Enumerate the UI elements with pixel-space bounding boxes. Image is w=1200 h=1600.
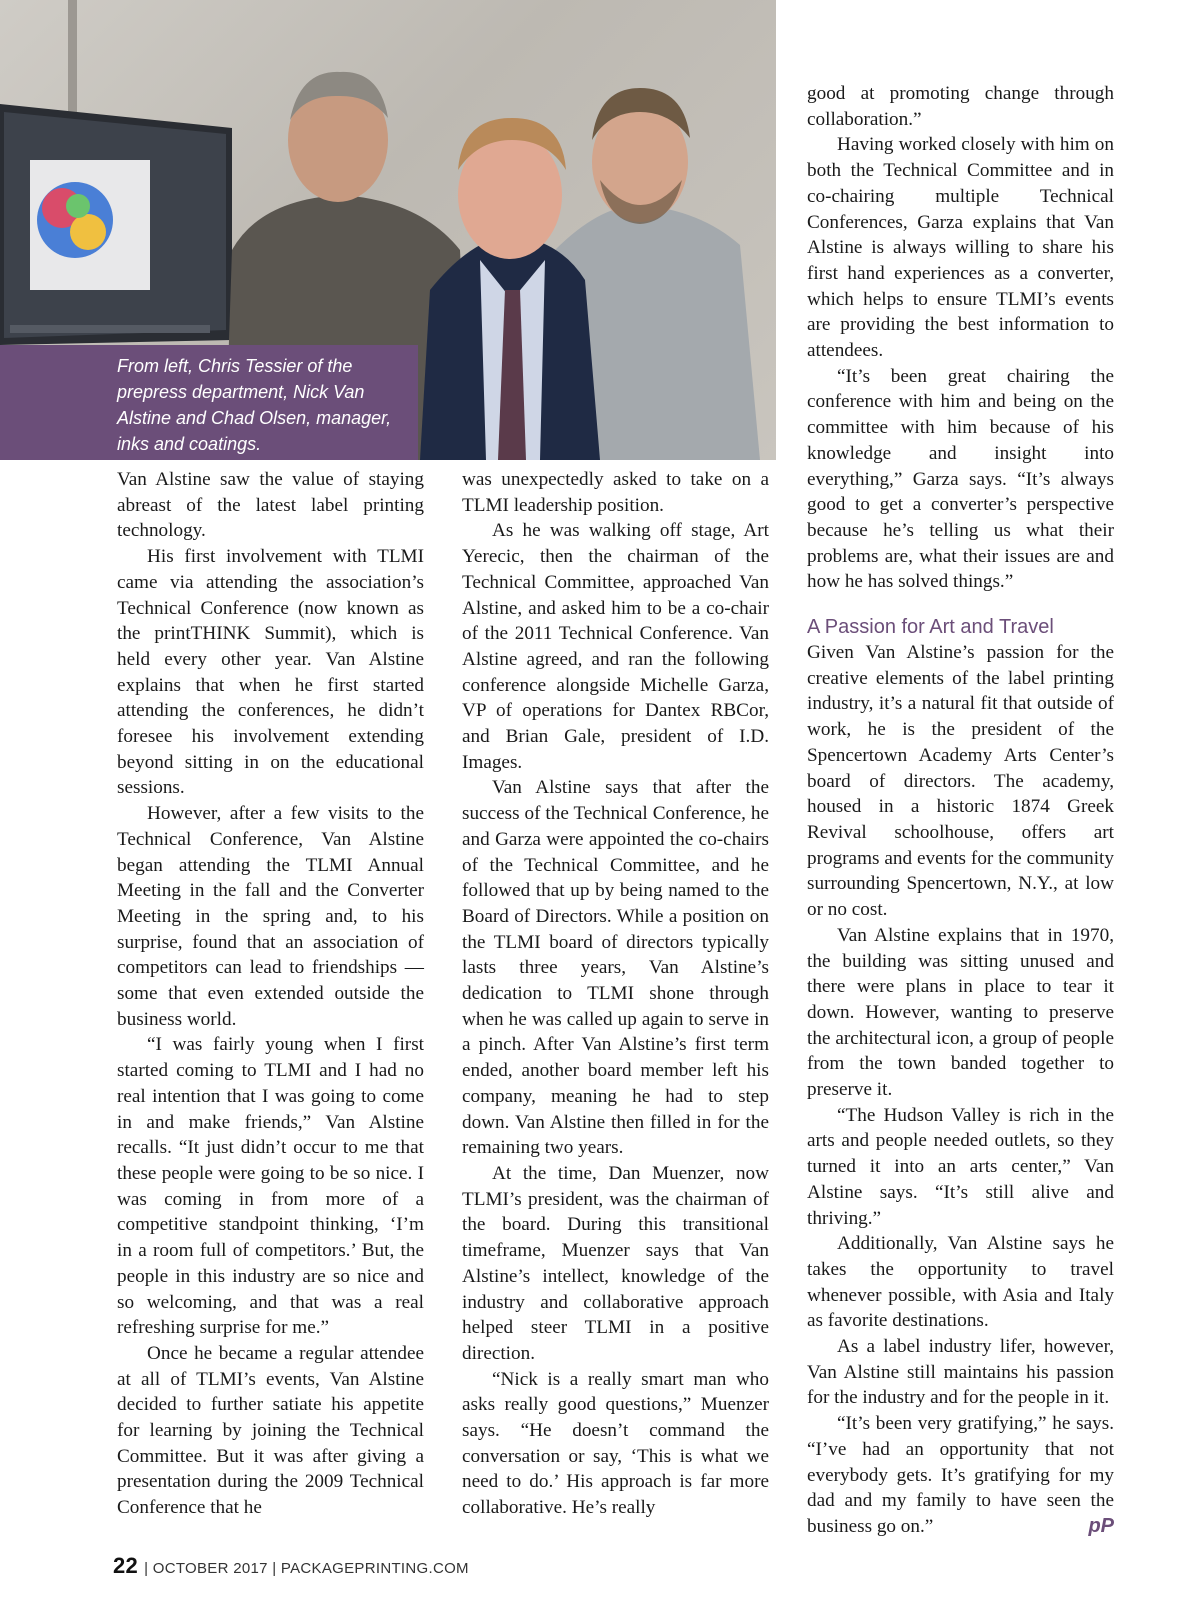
paragraph: was unexpectedly asked to take on a TLMI leadership position. [462,469,769,516]
paragraph: Additionally, Van Alstine says he takes the opportunity to travel whenever possible, with Asia and Italy as favorite destinations. [807,1233,1114,1332]
page-number: 22 [113,1553,139,1578]
article-column-1 [117,467,424,1521]
paragraph: Van Alstine saw the value of staying abreast of the latest label printing technology. [117,469,424,542]
paragraph: Given Van Alstine’s passion for the creative elements of the label printing industry, it’s a natural fit that outside of work, he is the president of the Spencertown Academy Arts Center’s board of directors. The academy, housed in a historic 1874 Greek Revival schoolhouse, offers art programs and events for the community surrounding Spencertown, N.Y., at low or no cost. [807,642,1114,921]
paragraph: Having worked closely with him on both the Technical Committee and in co-chairing multiple Technical Conferences, Garza explains that Van Alstine is always willing to share his first hand experiences as a converter, which helps to ensure TLMI’s events are providing the best information to attendees. [807,134,1114,362]
end-mark-logo: pP [1088,1514,1114,1537]
paragraph: As he was walking off stage, Art Yerecic, then the chairman of the Technical Committee, approached Van Alstine, and asked him to be a co-chair of the 2011 Technical Conference. Van Alstine agreed, and ran the following conference alongside Michelle Garza, VP of operations for Dantex RBCor, and Brian Gale, president of I.D. Images. [462,520,769,773]
paragraph: “Nick is a really smart man who asks really good questions,” Muenzer says. “He doesn’t command the conversation or say, ‘This is what we need to do.’ His approach is far more collaborative. He’s really [462,1368,769,1519]
paragraph: “It’s been great chairing the conference with him and being on the committee with him because of his knowledge and insight into everything,” Garza says. “It’s always good to get a converter’s perspective because he’s telling us what their problems are, what their issues are and how he has solved things.” [807,365,1114,593]
footer-text: | OCTOBER 2017 | PACKAGEPRINTING.COM [144,1560,469,1577]
paragraph: Once he became a regular attendee at all of TLMI’s events, Van Alstine decided to further satiate his appetite for learning by joining the Technical Committee. But it was after giving a presentation during the 2009 Technical Conference that he [117,1342,424,1519]
paragraph-text: “It’s been very gratifying,” he says. “I’ve had an opportunity that not everybody gets. It’s gratifying for my dad and my family to have seen the business go on.” [807,1413,1114,1537]
paragraph: “I was fairly young when I first started coming to TLMI and I had no real intention that I was going to come in and make friends,” Van Alstine recalls. “It just didn’t occur to me that these people were going to be so nice. I was coming in from more of a competitive standpoint thinking, ‘I’m in a room full of competitors.’ But, the people in this industry are so nice and so welcoming, and that was a real refreshing surprise for me.” [117,1034,424,1339]
section-heading: A Passion for Art and Travel [807,616,1054,639]
paragraph: Van Alstine says that after the success of the Technical Conference, he and Garza were appointed the co-chairs of the Technical Committee, and he followed that up by being named to the Board of Directors. While a position on the TLMI board of directors typically lasts three years, Van Alstine’s dedication to TLMI shone through when he was called up again to serve in a pinch. After Van Alstine’s first term ended, another board member left his company, meaning he had to step down. Van Alstine then filled in for the remaining two years. [462,777,769,1159]
page-footer [113,1553,469,1579]
paragraph: At the time, Dan Muenzer, now TLMI’s president, was the chairman of the board. During this transitional timeframe, Muenzer says that Van Alstine’s intellect, knowledge of the industry and collaborative approach helped steer TLMI in a positive direction. [462,1162,769,1364]
paragraph: However, after a few visits to the Technical Conference, Van Alstine began attending the TLMI Annual Meeting in the fall and the Converter Meeting in the spring and, to his surprise, found that an association of competitors can lead to friendships — some that even extended outside the business world. [117,803,424,1030]
paragraph: As a label industry lifer, however, Van Alstine still maintains his passion for the industry and for the people in it. [807,1336,1114,1409]
paragraph: good at promoting change through collaboration.” [807,83,1114,130]
photo-caption: From left, Chris Tessier of the prepress department, Nick Van Alstine and Chad Olsen, manager, inks and coatings. [0,345,418,460]
paragraph: His first involvement with TLMI came via attending the association’s Technical Conference (now known as the printTHINK Summit), which is held every other year. Van Alstine explains that when he first started attending the conferences, he didn’t foresee his involvement extending beyond sitting in on the educational sessions. [117,546,424,799]
article-column-3 [807,81,1114,1540]
article-photo [0,0,776,460]
paragraph: “The Hudson Valley is rich in the arts and people needed outlets, so they turned it into an arts center,” Van Alstine says. “It’s still alive and thriving.” [807,1104,1114,1229]
paragraph-last [807,1411,1114,1540]
article-column-2 [462,467,769,1521]
paragraph: Van Alstine explains that in 1970, the building was sitting unused and there were plans in place to tear it down. However, wanting to preserve the architectural icon, a group of people from the town banded together to preserve it. [807,924,1114,1101]
